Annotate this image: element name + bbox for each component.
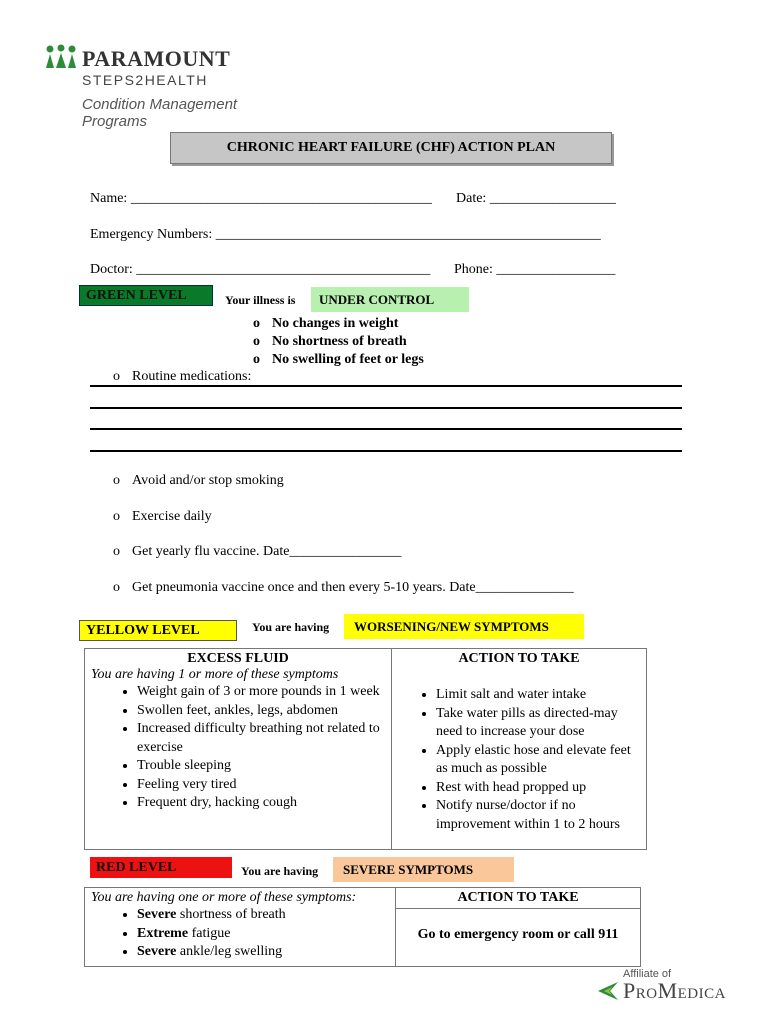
excess-fluid-subtitle: You are having 1 or more of these symptoms <box>91 667 339 682</box>
red-action-text: Go to emergency room or call 911 <box>417 927 619 942</box>
list-item: • Apply elastic hose and elevate feet as much as possible <box>436 742 638 779</box>
list-item: o No changes in weight <box>253 316 399 331</box>
green-level-tag: GREEN LEVEL <box>79 285 213 306</box>
yellow-lead: You are having <box>252 620 330 634</box>
list-item: • Take water pills as directed-may need to increase your dose <box>436 705 638 742</box>
brand-sub: STEPS2HEALTH <box>82 72 208 88</box>
medication-line[interactable] <box>90 450 682 452</box>
list-item: • Severe shortness of breath <box>137 906 387 925</box>
routine-medications-label: o Routine medications: <box>113 369 252 384</box>
affiliate-name: ProMedica <box>623 978 726 1003</box>
yellow-level-tag: YELLOW LEVEL <box>79 620 237 641</box>
doctor-field[interactable]: Doctor: __________________________________________ <box>90 262 431 277</box>
red-level-tag: RED LEVEL <box>90 857 232 878</box>
program-line-1: Condition Management <box>82 96 238 113</box>
list-item: • Trouble sleeping <box>137 757 383 776</box>
list-item: • Notify nurse/doctor if no improvement within 1 to 2 hours <box>436 797 638 834</box>
emergency-numbers-field[interactable]: Emergency Numbers: _______________________________________________________ <box>90 227 601 242</box>
list-item: • Severe ankle/leg swelling <box>137 943 387 962</box>
name-field[interactable]: Name: ___________________________________________ <box>90 191 432 206</box>
list-item: • Limit salt and water intake <box>436 686 638 705</box>
medication-line[interactable] <box>90 407 682 409</box>
yellow-action-title: ACTION TO TAKE <box>458 651 580 666</box>
list-item: • Rest with head propped up <box>436 779 638 798</box>
red-table <box>84 887 641 967</box>
date-field[interactable]: Date: __________________ <box>456 191 616 206</box>
tip-pneumonia-vaccine: o Get pneumonia vaccine once and then every 5-10 years. Date______________ <box>113 580 574 595</box>
green-status-badge: UNDER CONTROL <box>311 287 469 312</box>
green-signs-list <box>253 315 424 369</box>
excess-fluid-title: EXCESS FLUID <box>187 651 289 666</box>
medication-line[interactable] <box>90 428 682 430</box>
list-item: o No swelling of feet or legs <box>253 352 424 367</box>
paramount-logo-icon <box>44 44 78 70</box>
affiliate-label: Affiliate of <box>623 968 672 980</box>
yellow-status-badge: WORSENING/NEW SYMPTOMS <box>344 614 584 639</box>
list-item: • Increased difficulty breathing not related to exercise <box>137 720 383 757</box>
tip-exercise: o Exercise daily <box>113 509 212 524</box>
excess-fluid-cell <box>85 649 392 850</box>
list-item: • Feeling very tired <box>137 776 383 795</box>
red-lead: You are having <box>241 864 319 878</box>
promedica-leaf-icon <box>596 980 622 1002</box>
list-item: • Swollen feet, ankles, legs, abdomen <box>137 702 383 721</box>
red-action-cell <box>396 888 641 967</box>
phone-field[interactable]: Phone: _________________ <box>454 262 616 277</box>
red-subtitle: You are having one or more of these symptoms: <box>91 890 357 905</box>
green-lead: Your illness is <box>225 293 296 307</box>
list-item: • Frequent dry, hacking cough <box>137 794 383 813</box>
tip-flu-vaccine: o Get yearly flu vaccine. Date________________ <box>113 544 402 559</box>
medication-line[interactable] <box>90 385 682 387</box>
page-title: CHRONIC HEART FAILURE (CHF) ACTION PLAN <box>170 132 612 164</box>
program-line-2: Programs <box>82 113 148 130</box>
list-item: o No shortness of breath <box>253 334 407 349</box>
list-item: • Extreme fatigue <box>137 925 387 944</box>
red-action-title: ACTION TO TAKE <box>396 888 640 909</box>
yellow-table <box>84 648 647 850</box>
brand-name: PARAMOUNT <box>82 46 231 71</box>
red-status-badge: SEVERE SYMPTOMS <box>333 857 514 882</box>
yellow-action-cell <box>392 649 647 850</box>
red-symptoms-cell <box>85 888 396 967</box>
list-item: • Weight gain of 3 or more pounds in 1 week <box>137 683 383 702</box>
tip-smoking: o Avoid and/or stop smoking <box>113 473 284 488</box>
